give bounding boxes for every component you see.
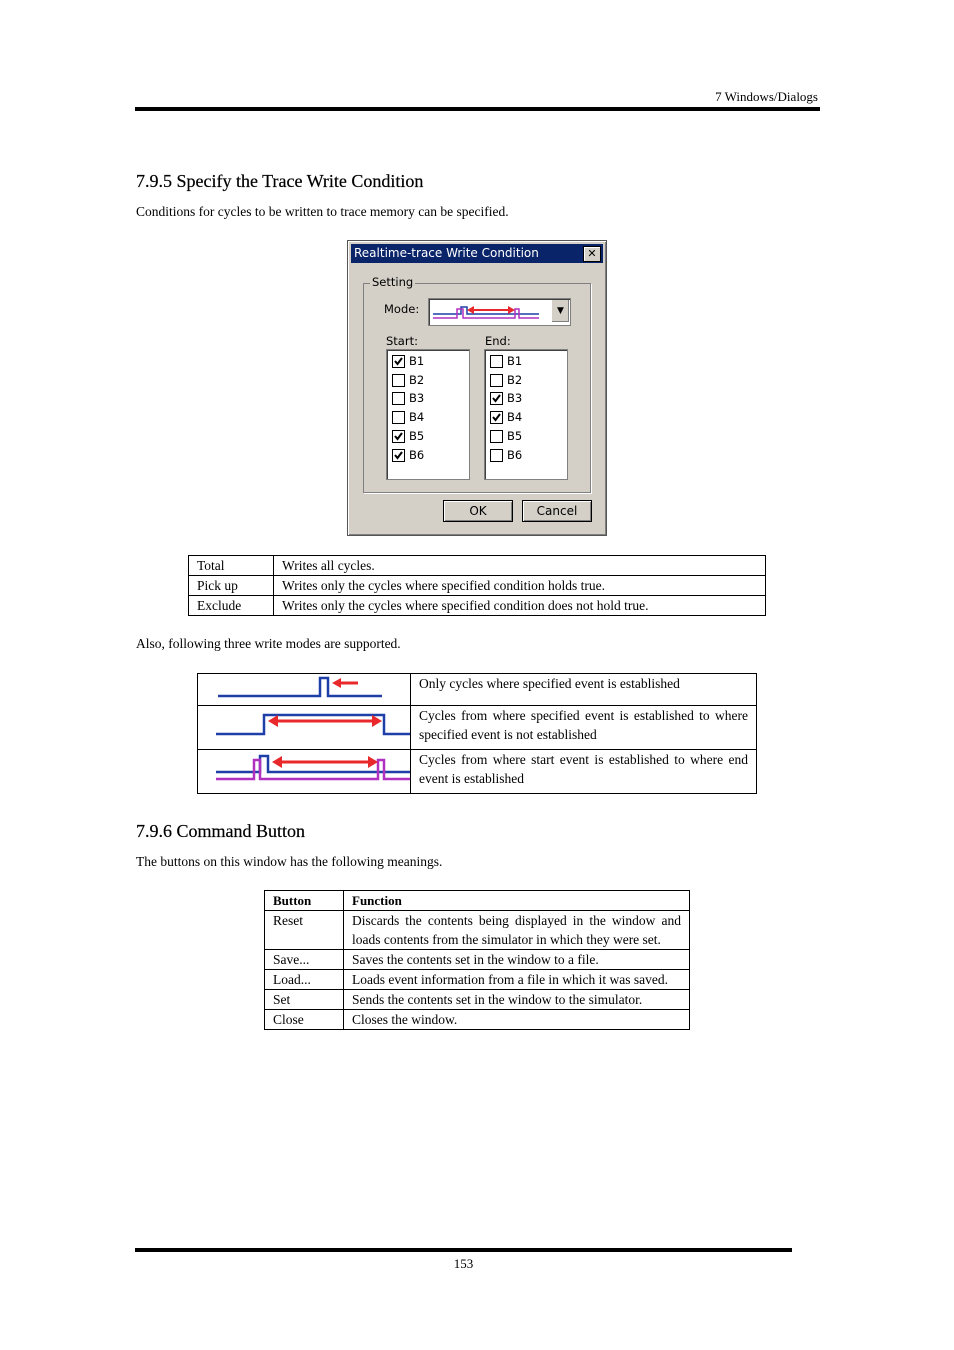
checkbox-label: B4 xyxy=(507,410,523,425)
section-title: 7.9.5 Specify the Trace Write Condition xyxy=(136,171,424,191)
mode-diagram-cell xyxy=(198,674,411,706)
unchecked-box-icon[interactable] xyxy=(490,355,503,368)
mode-diagram-cell xyxy=(198,706,411,750)
checkbox-label: B3 xyxy=(507,391,523,406)
unchecked-box-icon[interactable] xyxy=(490,430,503,443)
table-row xyxy=(265,1010,690,1030)
modes-intro: Also, following three write modes are supported. xyxy=(136,636,401,651)
table-row xyxy=(198,750,757,794)
condition-table xyxy=(188,555,766,616)
section-intro: The buttons on this window has the following meanings. xyxy=(136,854,443,869)
checkbox-label: B6 xyxy=(409,447,425,462)
checkbox-item[interactable] xyxy=(490,391,522,409)
table-row xyxy=(189,576,766,596)
checkbox-label: B2 xyxy=(507,372,523,387)
write-condition-dialog xyxy=(347,240,607,536)
checked-box-icon[interactable] xyxy=(392,430,405,443)
button-name: Load... xyxy=(265,970,344,990)
close-icon[interactable]: ✕ xyxy=(583,246,601,262)
checkbox-label: B1 xyxy=(507,354,523,368)
start-label: Start: xyxy=(386,334,418,348)
chevron-down-icon[interactable]: ▼ xyxy=(551,300,569,322)
checkbox-item[interactable] xyxy=(392,429,424,447)
unchecked-box-icon[interactable] xyxy=(392,411,405,424)
unchecked-box-icon[interactable] xyxy=(490,374,503,387)
checkbox-item[interactable] xyxy=(490,448,522,466)
start-end-event-icon xyxy=(198,750,410,788)
ok-button[interactable]: OK xyxy=(443,500,513,522)
button-name: Reset xyxy=(265,911,344,950)
column-header: Function xyxy=(344,891,690,911)
button-function: Closes the window. xyxy=(344,1010,690,1030)
table-row xyxy=(198,706,757,750)
footer-rule xyxy=(135,1248,792,1252)
mode-label: Mode: xyxy=(384,302,420,316)
checkbox-item[interactable] xyxy=(392,354,424,372)
setting-group-label: Setting xyxy=(372,275,414,289)
checkbox-label: B6 xyxy=(507,447,523,462)
table-header-row xyxy=(265,891,690,911)
cancel-button[interactable]: Cancel xyxy=(522,500,592,522)
checkbox-item[interactable] xyxy=(392,391,424,409)
table-row xyxy=(265,950,690,970)
unchecked-box-icon[interactable] xyxy=(392,374,405,387)
button-function: Sends the contents set in the window to the simulator. xyxy=(344,990,690,1010)
mode-select[interactable] xyxy=(428,298,571,326)
button-function: Loads event information from a file in which it was saved. xyxy=(344,970,690,990)
mode-waveform-icon xyxy=(429,299,549,323)
column-header: Button xyxy=(265,891,344,911)
command-button-table xyxy=(264,890,690,1030)
checked-box-icon[interactable] xyxy=(392,355,405,368)
condition-name: Total xyxy=(189,556,274,576)
condition-desc: Writes only the cycles where specified condition holds true. xyxy=(274,576,766,596)
running-header: 7 Windows/Dialogs xyxy=(715,89,818,104)
checkbox-label: B2 xyxy=(409,372,425,387)
checkbox-item[interactable] xyxy=(392,448,424,466)
unchecked-box-icon[interactable] xyxy=(392,392,405,405)
event-range-icon xyxy=(198,706,410,744)
checkbox-item[interactable] xyxy=(490,373,522,391)
button-name: Set xyxy=(265,990,344,1010)
mode-diagram-cell xyxy=(198,750,411,794)
event-point-icon xyxy=(198,674,410,700)
checked-box-icon[interactable] xyxy=(392,449,405,462)
start-listbox[interactable] xyxy=(386,349,470,480)
checkbox-item[interactable] xyxy=(392,373,424,391)
checkbox-label: B5 xyxy=(409,428,425,443)
button-function: Discards the contents being displayed in the window and loads contents from the simulator in which they were set. xyxy=(344,911,690,950)
table-row xyxy=(265,970,690,990)
unchecked-box-icon[interactable] xyxy=(490,449,503,462)
checkbox-label: B1 xyxy=(409,354,425,368)
checkbox-label: B3 xyxy=(409,391,425,406)
table-row xyxy=(265,911,690,950)
section-title: 7.9.6 Command Button xyxy=(136,821,306,841)
section-intro: Conditions for cycles to be written to trace memory can be specified. xyxy=(136,204,509,219)
table-row xyxy=(189,596,766,616)
checked-box-icon[interactable] xyxy=(490,392,503,405)
dialog-titlebar xyxy=(351,244,603,263)
mode-desc: Only cycles where specified event is established xyxy=(411,674,757,706)
table-row xyxy=(189,556,766,576)
table-row xyxy=(198,674,757,706)
dialog-title: Realtime-trace Write Condition xyxy=(354,246,539,260)
mode-desc: Cycles from where start event is established to where end event is established xyxy=(411,750,757,794)
button-name: Save... xyxy=(265,950,344,970)
checkbox-item[interactable] xyxy=(490,429,522,447)
condition-name: Exclude xyxy=(189,596,274,616)
checkbox-label: B4 xyxy=(409,410,425,425)
button-function: Saves the contents set in the window to a file. xyxy=(344,950,690,970)
checkbox-item[interactable] xyxy=(392,410,424,428)
page-number: 153 xyxy=(453,1256,474,1271)
condition-desc: Writes all cycles. xyxy=(274,556,766,576)
write-mode-table xyxy=(197,673,757,794)
checked-box-icon[interactable] xyxy=(490,411,503,424)
checkbox-item[interactable] xyxy=(490,410,522,428)
button-name: Close xyxy=(265,1010,344,1030)
table-row xyxy=(265,990,690,1010)
condition-name: Pick up xyxy=(189,576,274,596)
checkbox-item[interactable] xyxy=(490,354,522,372)
condition-desc: Writes only the cycles where specified condition does not hold true. xyxy=(274,596,766,616)
mode-desc: Cycles from where specified event is established to where specified event is not established xyxy=(411,706,757,750)
checkbox-label: B5 xyxy=(507,428,523,443)
end-listbox[interactable] xyxy=(484,349,568,480)
header-rule xyxy=(135,107,820,111)
end-label: End: xyxy=(485,334,511,348)
